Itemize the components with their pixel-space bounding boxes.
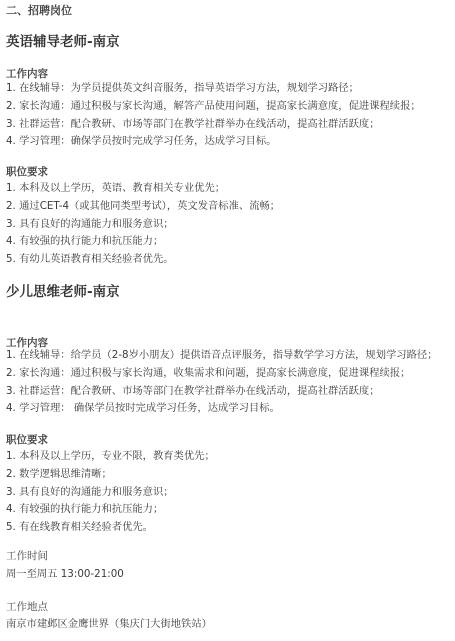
list-item: 2. 数学逻辑思维清晰；: [6, 467, 112, 480]
list-item: 4. 学习管理： 确保学员按时完成学习任务，达成学习目标。: [6, 402, 280, 415]
list-item: 4. 有较强的执行能力和抗压能力；: [6, 503, 164, 516]
duties-list-english: [6, 80, 452, 151]
work-time-value: 周一至周五 13:00-21:00: [6, 568, 124, 580]
list-item: 3. 具有良好的沟通能力和服务意识；: [6, 217, 174, 230]
work-place-heading: 工作地点: [6, 601, 48, 613]
job-title-thinking: 少儿思维老师-南京: [6, 284, 120, 300]
section-title: 二、招聘岗位: [6, 4, 72, 17]
requirements-list-thinking: [6, 448, 452, 537]
list-item: 3. 具有良好的沟通能力和服务意识；: [6, 485, 174, 498]
list-item: 5. 有幼儿英语教育相关经验者优先。: [6, 253, 174, 266]
list-item: 1. 在线辅导：为学员提供英文纠音服务，指导英语学习方法，规划学习路径；: [6, 82, 359, 94]
list-item: 1. 本科及以上学历，专业不限，教育类优先；: [6, 450, 215, 462]
list-item: 2. 家长沟通：通过积极与家长沟通，收集需求和问题，提高家长满意度，促进课程续报；: [6, 366, 411, 379]
list-item: 2. 家长沟通：通过积极与家长沟通，解答产品使用问题，提高家长满意度，促进课程续报；: [6, 99, 421, 112]
list-item: 2. 通过CET-4（或其他同类型考试），英文发音标准、流畅；: [6, 199, 281, 212]
list-item: 1. 在线辅导：给学员（2-8岁小朋友）提供语音点评服务，指导数学学习方法，规划学习路径；: [6, 349, 438, 361]
list-item: 1. 本科及以上学历，英语、教育相关专业优先；: [6, 182, 226, 194]
list-item: 5. 有在线教育相关经验者优先。: [6, 521, 153, 534]
work-time-heading: 工作时间: [6, 550, 48, 562]
list-item: 3. 社群运营：配合教研、市场等部门在教学社群举办在线活动，提高社群活跃度；: [6, 384, 380, 397]
list-item: 3. 社群运营：配合教研、市场等部门在教学社群举办在线活动，提高社群活跃度；: [6, 117, 380, 130]
list-item: 4. 有较强的执行能力和抗压能力；: [6, 235, 164, 248]
duties-heading-thinking: 工作内容: [6, 337, 48, 349]
duties-heading-english: 工作内容: [6, 68, 48, 80]
requirements-heading-thinking: 职位要求: [6, 434, 48, 446]
job-title-english: 英语辅导老师-南京: [6, 34, 120, 50]
work-place-value: 南京市建邺区金鹰世界（集庆门大街地铁站）: [6, 618, 212, 630]
duties-list-thinking: [6, 347, 452, 418]
requirements-heading-english: 职位要求: [6, 166, 48, 178]
list-item: 4. 学习管理：确保学员按时完成学习任务，达成学习目标。: [6, 135, 277, 148]
requirements-list-english: [6, 180, 452, 269]
